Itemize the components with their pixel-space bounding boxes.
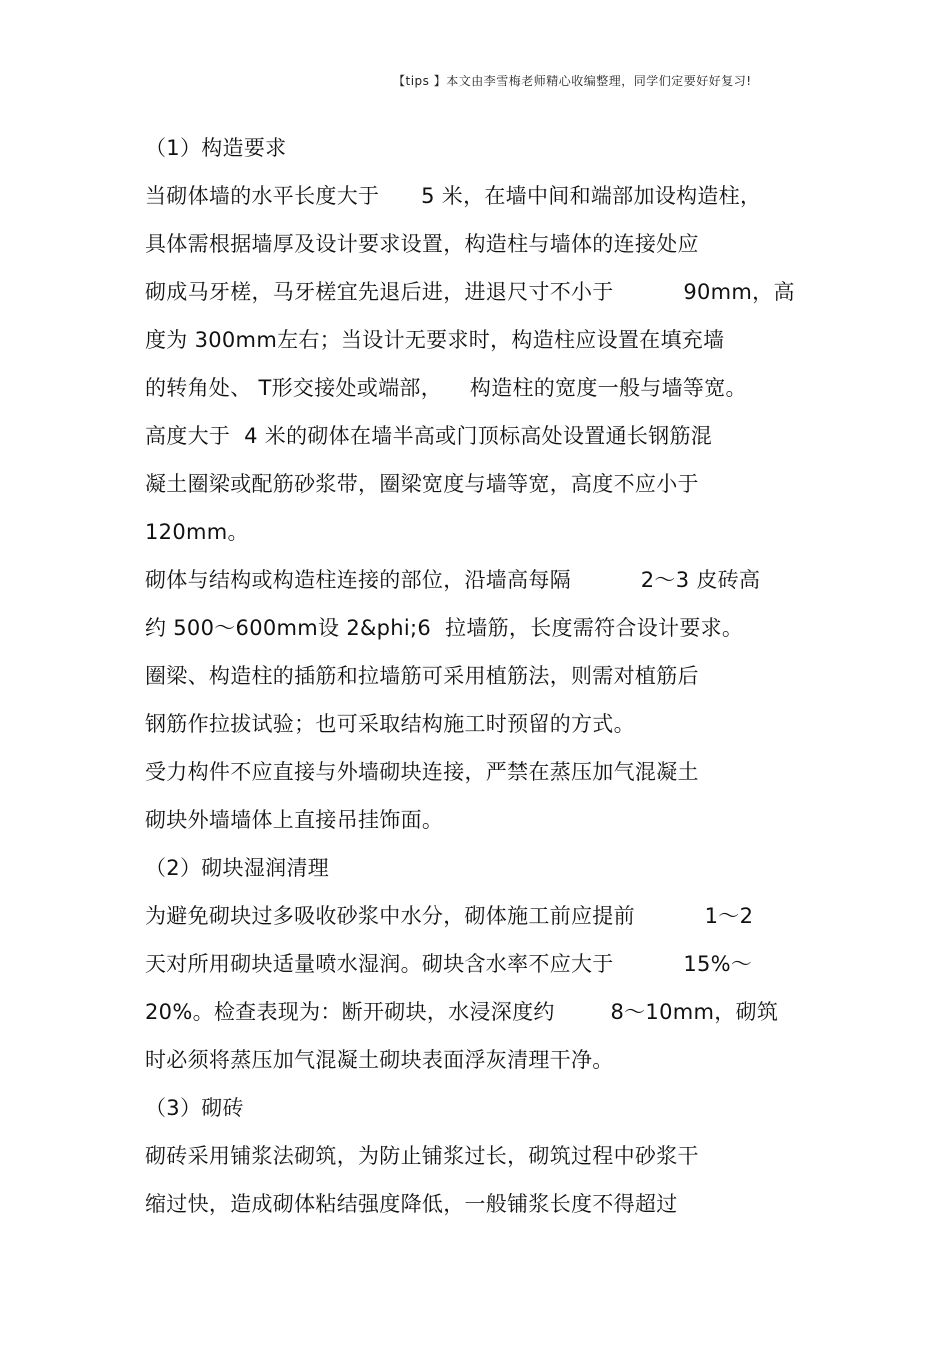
paragraph-line: 天对所用砌块适量喷水湿润。砌块含水率不应大于 15%～ (145, 952, 753, 976)
paragraph-line: 20%。检查表现为：断开砌块，水浸深度约 8～10mm，砌筑 (145, 1000, 779, 1024)
paragraph-line: 约 500～600mm设 2&phi;6 拉墙筋，长度需符合设计要求。 (145, 616, 744, 640)
paragraph-line: 度为 300mm左右；当设计无要求时，构造柱应设置在填充墙 (145, 328, 725, 352)
paragraph-line: 120mm。 (145, 520, 249, 544)
paragraph-line: 砌砖采用铺浆法砌筑，为防止铺浆过长，砌筑过程中砂浆干 (145, 1144, 699, 1168)
paragraph-line: 砌块外墙墙体上直接吊挂饰面。 (145, 808, 444, 832)
paragraph-line: 高度大于 4 米的砌体在墙半高或门顶标高处设置通长钢筋混 (145, 424, 713, 448)
section-heading: （3）砌砖 (145, 1096, 244, 1120)
paragraph-line: 具体需根据墙厚及设计要求设置，构造柱与墙体的连接处应 (145, 232, 699, 256)
paragraph-line: 圈梁、构造柱的插筋和拉墙筋可采用植筋法，则需对植筋后 (145, 664, 699, 688)
paragraph-line: 凝土圈梁或配筋砂浆带，圈梁宽度与墙等宽，高度不应小于 (145, 472, 699, 496)
paragraph-line: 的转角处、 T形交接处或端部， 构造柱的宽度一般与墙等宽。 (145, 376, 747, 400)
paragraph-line: 砌成马牙槎，马牙槎宜先退后进，进退尺寸不小于 90mm，高 (145, 280, 795, 304)
paragraph-line: 时必须将蒸压加气混凝土砌块表面浮灰清理干净。 (145, 1048, 614, 1072)
page-header-note: 【tips 】本文由李雪梅老师精心收编整理，同学们定要好好复习! (393, 74, 752, 88)
paragraph-line: 受力构件不应直接与外墙砌块连接，严禁在蒸压加气混凝土 (145, 760, 699, 784)
section-heading: （2）砌块湿润清理 (145, 856, 330, 880)
paragraph-line: 当砌体墙的水平长度大于 5 米，在墙中间和端部加设构造柱， (145, 184, 762, 208)
section-heading: （1）构造要求 (145, 136, 287, 160)
paragraph-line: 钢筋作拉拔试验；也可采取结构施工时预留的方式。 (145, 712, 635, 736)
paragraph-line: 为避免砌块过多吸收砂浆中水分，砌体施工前应提前 1～2 (145, 904, 754, 928)
paragraph-line: 缩过快，造成砌体粘结强度降低，一般铺浆长度不得超过 (145, 1192, 678, 1216)
paragraph-line: 砌体与结构或构造柱连接的部位，沿墙高每隔 2～3 皮砖高 (145, 568, 761, 592)
